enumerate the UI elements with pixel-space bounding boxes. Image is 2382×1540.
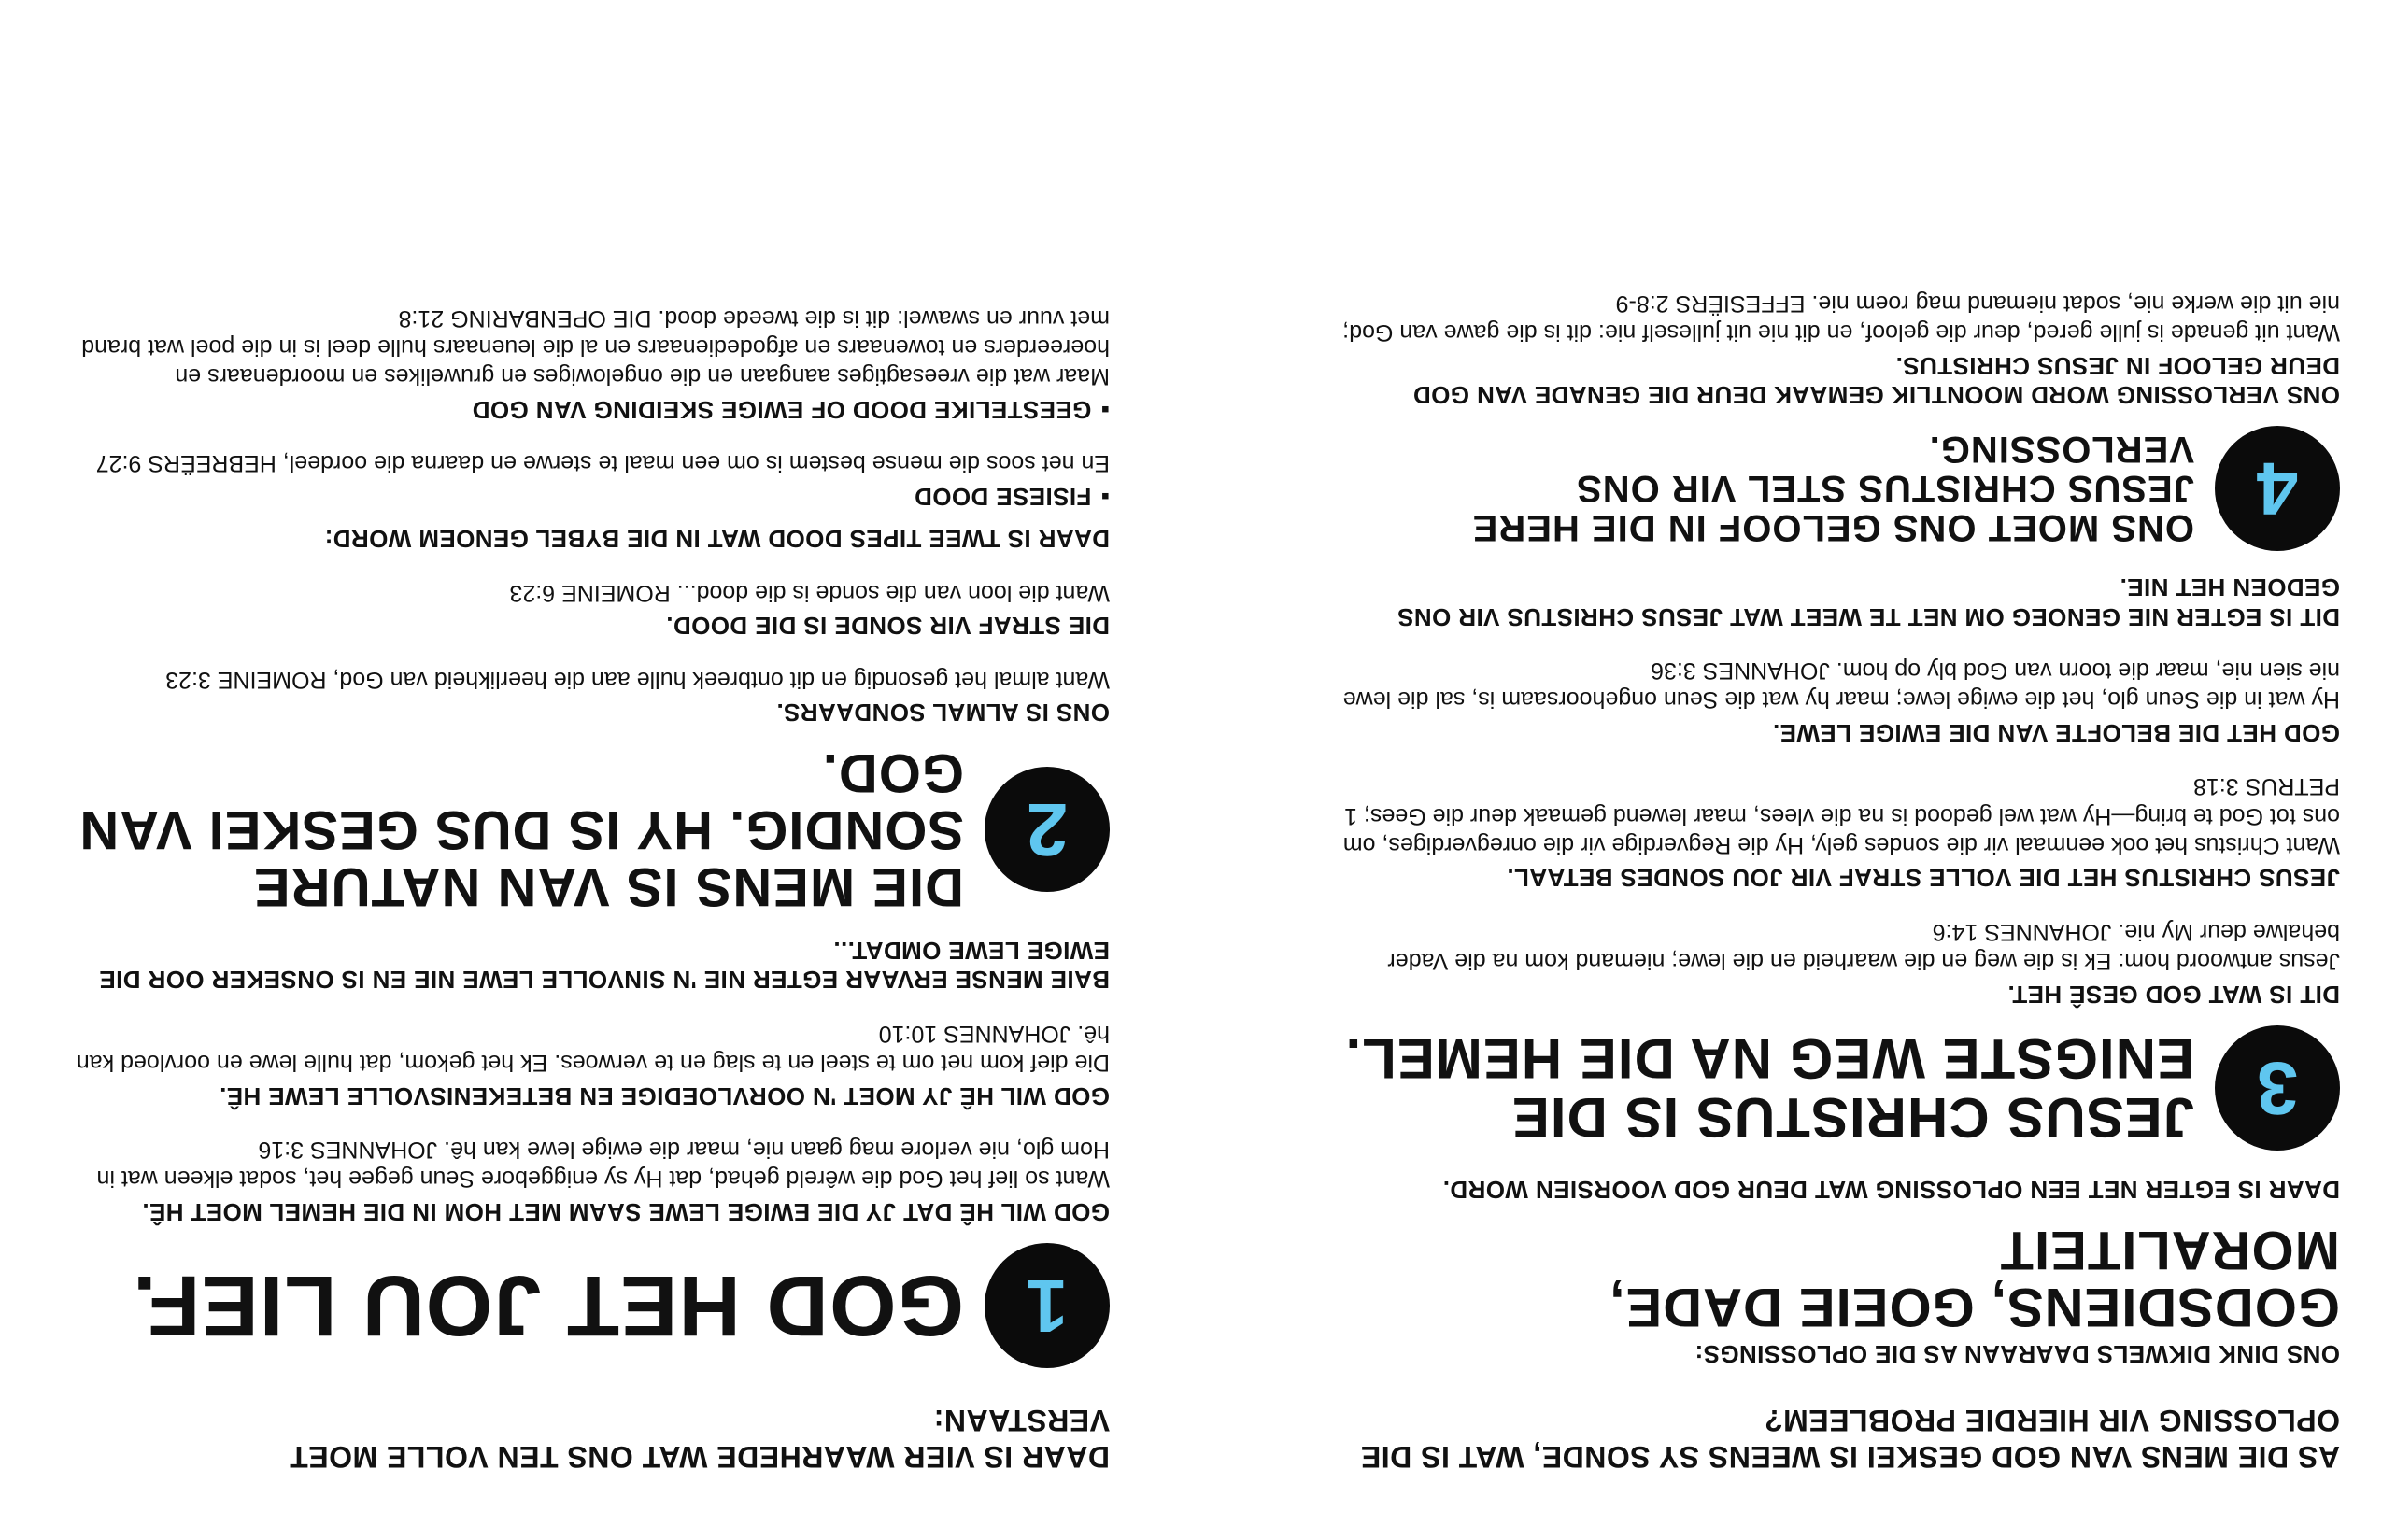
bullet-square-icon: ▪: [1100, 395, 1110, 424]
s2-verse-1: Want almal het gesondig en dit ontbreek hulle aan die heerlikheid van God, ROMEINE 3:23: [165, 666, 1110, 693]
s4-verse-1: Want uit genade is julle gered, deur die geloof, en dit nie uit julleself nie: dit is die gawe van God; nie uit die werke nie, sodat niemand mag roem nie. EFFESIËRS 2:8-9: [1342, 290, 2340, 346]
s2-caption-1: ONS IS ALMAL SONDAARS.: [776, 699, 1110, 728]
section-3-heading: [1336, 1025, 2340, 1151]
s1-caption-2: GOD WIL HÊ JY MOET 'N OORVLOEDIGE EN BETEKENISVOLLE LEWE HÊ.: [219, 1081, 1110, 1110]
bullet-physical-death-verse: En net soos die mense bestem is om een maal te sterwe en daarna die oordeel, HEBREËRS 9:27: [95, 450, 1110, 477]
s4-caption-1: ONS VERLOSSING WORD MOONTLIK GEMAAK DEUR DIE GENADE VAN GOD DEUR GELOOF IN JESUS CHRISTUS.: [1412, 351, 2340, 410]
s1-verse-2: Die dief kom net om te steel en te slag en te verwoes. Ek het gekom, dat hulle lewe en oorvloed kan hê. JOHANNES 10:10: [76, 1020, 1110, 1076]
s2-verse-2: Want die loon van die sonde is die dood... ROMEINE 6:23: [509, 579, 1110, 606]
bullet-spiritual-death-verse: Maar wat die vreesagtiges aangaan en die ongelowiges en gruwelikes en moordenaars en hoereerders en towenaars en afgodedienaars en al die leuenaars hulle deel is in die poel wat brand met vuur en swawel: dit is die tweede dood. DIE OPENBARING 21:8: [81, 304, 1110, 390]
intro-solutions-text: ONS DINK DIKWELS DAARAAN AS DIE OPLOSSINGS:: [1694, 1339, 2340, 1368]
s3-verse-2: Want Christus het ook eenmaal vir die sondes gely, Hy die Regverdige vir die onregverdiges, om ons tot God te bring—Hy wat wel gedood is na die vlees, maar lewend gemaak deur die Gees; 1 PETRUS 3:18: [1342, 773, 2340, 858]
s2-caption-2: DIE STRAF VIR SONDE IS DIE DOOD.: [665, 612, 1110, 641]
bullet-physical-death-label: FISIESE DOOD: [914, 482, 1092, 511]
s3-verse-1: Jesus antwoord hom: Ek is die weg en die waarheid en die lewe; niemand kom na die Vader behalwe deur My nie. JOHANNES 14:6: [1387, 918, 2340, 974]
s3-caption-4: DIT IS EGTER NIE GENOEG OM NET TE WEET WAT JESUS CHRISTUS VIR ONS GEDOEN HET NIE.: [1397, 573, 2340, 631]
section-1-heading: [54, 1243, 1110, 1368]
bullet-spiritual-death: [54, 394, 1110, 424]
panel-sections-1-2: [54, 278, 1110, 1475]
number-badge-2: 2: [985, 767, 1110, 892]
s1-caption-1: GOD WIL HÊ DAT JY DIE EWIGE LEWE SAAM MET HOM IN DIE HEMEL MOET HÊ.: [141, 1197, 1110, 1226]
section-4-heading: [1336, 426, 2340, 551]
number-badge-1: 1: [985, 1243, 1110, 1368]
s2-caption-3: DAAR IS TWEE TIPES DOOD WAT IN DIE BYBEL GENOEM WORD:: [324, 525, 1110, 554]
section-3-title: JESUS CHRISTUS IS DIE ENIGSTE WEG NA DIE HEMEL.: [1344, 1026, 2194, 1149]
s3-caption-3: GOD HET DIE BELOFTE VAN DIE EWIGE LEWE.: [1772, 719, 2340, 748]
s1-verse-1: Want so lief het God die wêreld gehad, dat Hy sy eniggebore Seun gegee het, sodat elkeen wat in Hom glo, nie verlore mag gaan nie, maar die ewige lewe kan hê. JOHANNES 3:16: [96, 1136, 1110, 1193]
section-1-title: GOD HET JOU LIEF.: [131, 1257, 964, 1353]
true-solution-text: DAAR IS EGTER NET EEN OPLOSSING WAT DEUR GOD VOORSIEN WORD.: [1442, 1176, 2340, 1205]
heading-false-solutions: GODSDIENS, GOEIE DADE, MORALITEIT: [1609, 1220, 2340, 1338]
section-2-title: DIE MENS IS VAN NATURE SONDIG. HY IS DUS GESKEI VAN GOD.: [78, 742, 964, 918]
section-4-title: ONS MOET ONS GELOOF IN DIE HERE JESUS CHRISTUS STEL VIR ONS VERLOSSING.: [1471, 429, 2194, 549]
s1-caption-3: BAIE MENSE ERVAAR EGTER NIE 'N SINVOLLE LEWE NIE EN IS ONSEKER OOR DIE EWIGE LEWE OMDAT...: [98, 936, 1110, 995]
panel-sections-3-4: [1336, 263, 2340, 1475]
bullet-square-icon: ▪: [1100, 482, 1110, 511]
number-badge-3: 3: [2215, 1025, 2340, 1151]
section-2-heading: [54, 742, 1110, 918]
number-badge-4: 4: [2215, 426, 2340, 551]
s3-verse-3: Hy wat in die Seun glo, het die ewige lewe; maar hy wat die Seun ongehoorsaam is, sal die lewe nie sien nie, maar die toorn van God bly op hom. JOHANNES 3:36: [1342, 657, 2340, 713]
intro-question: AS DIE MENS VAN GOD GESKEI IS WEENS SY SONDE, WAT IS DIE OPLOSSING VIR HIERDIE PROBLEEM?: [1360, 1403, 2340, 1474]
s3-caption-1: DIT IS WAT GOD GESÊ HET.: [2007, 980, 2340, 1009]
bullet-physical-death: [54, 481, 1110, 511]
s3-caption-2: JESUS CHRISTUS HET DIE VOLLE STRAF VIR JOU SONDES BETAAL.: [1507, 864, 2340, 893]
bullet-spiritual-death-label: GEESTELIKE DOOD OF EWIGE SKEIDING VAN GOD: [472, 395, 1092, 424]
four-truths-intro: DAAR IS VIER WAARHEDE WAT ONS TEN VOLLE MOET VERSTAAN:: [289, 1403, 1110, 1474]
